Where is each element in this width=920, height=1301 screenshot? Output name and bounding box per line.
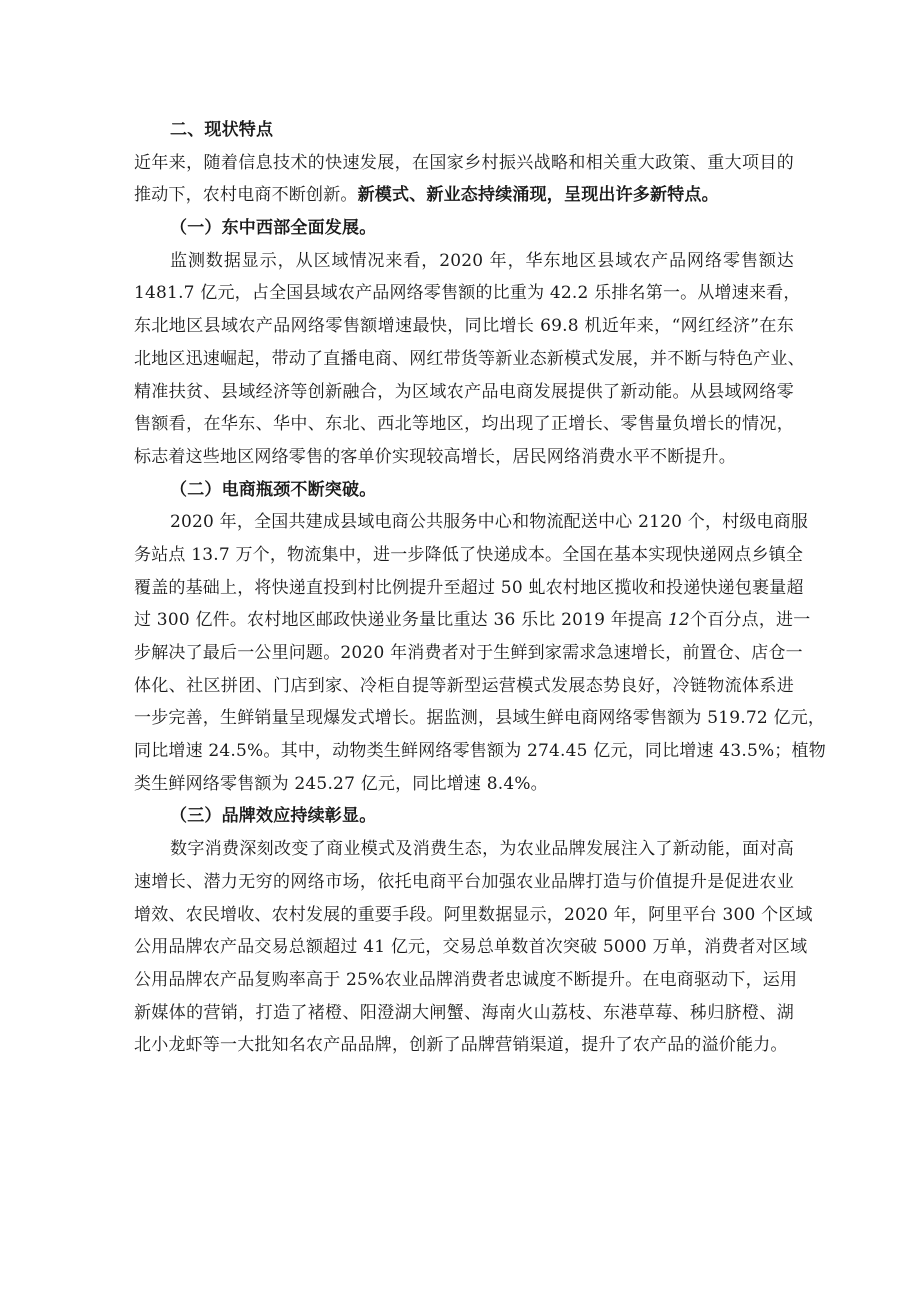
sub1-line: 精准扶贫、县域经济等创新融合，为区域农产品电商发展提供了新动能。从县域网络零 <box>134 381 794 402</box>
sub1-line: 1481.7 亿元，占全国县域农产品网络零售额的比重为 42.2 乐排名第一。从增速来看， <box>134 283 801 304</box>
document-page <box>134 114 826 1062</box>
sub1-line: 标志着这些地区网络零售的客单价实现较高增长，居民网络消费水平不断提升。 <box>134 446 736 467</box>
sub3-line: 公用品牌农产品交易总额超过 41 亿元，交易总单数首次突破 5000 万单，消费者对区域 <box>134 937 808 958</box>
sub2-text: 过 300 亿件。农村地区邮政快递业务量比重达 36 乐比 2019 年提高 <box>134 610 668 631</box>
sub2-line <box>134 604 811 637</box>
sub1-line: 监测数据显示，从区域情况来看，2020 年，华东地区县域农产品网络零售额达 <box>170 250 794 271</box>
sub3-line: 速增长、潜力无穷的网络市场，依托电商平台加强农业品牌打造与价值提升是促进农业 <box>134 871 794 892</box>
sub3-line: 公用品牌农产品复购率高于 25%农业品牌消费者忠诚度不断提升。在电商驱动下，运用 <box>134 969 798 990</box>
intro-line-1: 近年来，随着信息技术的快速发展，在国家乡村振兴战略和相关重大政策、重大项目的 <box>134 152 794 173</box>
sub2-line: 一步完善，生鲜销量呈现爆发式增长。据监测，县域生鲜电商网络零售额为 519.72 亿元， <box>134 708 826 729</box>
sub2-line: 步解决了最后一公里问题。2020 年消费者对于生鲜到家需求急速增长，前置仓、店仓一 <box>134 643 803 663</box>
sub2-line: 2020 年，全国共建成县域电商公共服务中心和物流配送中心 2120 个，村级电商服 <box>170 512 809 533</box>
sub3-line: 增效、农民增收、农村发展的重要手段。阿里数据显示，2020 年，阿里平台 300 个区域 <box>134 904 813 925</box>
subsection-heading-2: （二）电商瓶颈不断突破。 <box>170 479 377 500</box>
sub2-line: 覆盖的基础上，将快递直投到村比例提升至超过 50 虬农村地区揽收和投递快递包裹量超 <box>134 577 804 598</box>
section-heading: 二、现状特点 <box>170 120 274 140</box>
sub3-line: 新媒体的营销，打造了褚橙、阳澄湖大闸蟹、海南火山荔枝、东港草莓、秭归脐橙、湖 <box>134 1002 794 1023</box>
subsection-heading-3: （三）品牌效应持续彰显。 <box>170 806 377 827</box>
sub1-line: 北地区迅速崛起，带动了直播电商、网红带货等新业态新模式发展，并不断与特色产业、 <box>134 348 805 369</box>
intro-bold-text: 新模式、新业态持续涌现，呈现出许多新特点。 <box>357 185 719 206</box>
sub1-line: 售额看，在华东、华中、东北、西北等地区，均出现了正增长、零售量负增长的情况， <box>134 414 794 435</box>
sub2-text: 个百分点，进一 <box>690 610 811 631</box>
intro-text: 推动下，农村电商不断创新。 <box>134 185 358 206</box>
intro-line-2 <box>134 179 794 212</box>
sub2-line: 体化、社区拼团、门店到家、冷柜自提等新型运营模式发展态势良好，冷链物流体系进 <box>134 675 794 696</box>
sub3-line: 数字消费深刻改变了商业模式及消费生态，为农业品牌发展注入了新动能，面对高 <box>170 839 794 860</box>
subsection-heading-1: （一）东中西部全面发展。 <box>170 218 377 239</box>
sub2-line: 同比增速 24.5%。其中，动物类生鲜网络零售额为 274.45 亿元，同比增速 43.5%；植物 <box>134 741 826 762</box>
sub3-line: 北小龙虾等一大批知名农产品品牌，创新了品牌营销渠道，提升了农产品的溢价能力。 <box>134 1035 788 1056</box>
sub2-line: 类生鲜网络零售额为 245.27 亿元，同比增速 8.4%。 <box>134 773 548 794</box>
sub1-line: 东北地区县域农产品网络零售额增速最快，同比增长 69.8 机近年来，“网红经济”在东 <box>134 316 794 337</box>
sub2-italic-number: 12 <box>667 610 691 631</box>
sub2-line: 务站点 13.7 万个，物流集中，进一步降低了快递成本。全国在基本实现快递网点乡镇全 <box>134 544 804 565</box>
